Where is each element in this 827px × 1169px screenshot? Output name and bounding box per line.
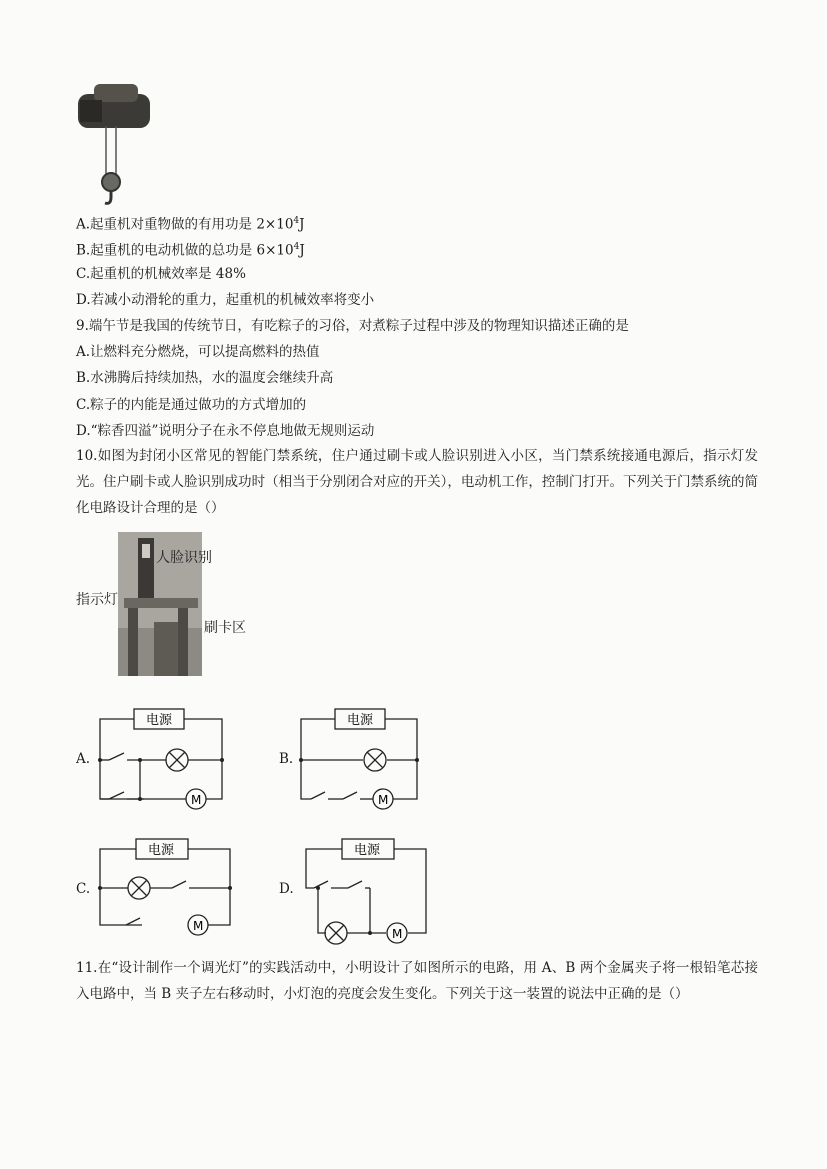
access-control-photo	[74, 532, 246, 676]
q11-stem: 11.在“设计制作一个调光灯”的实践活动中，小明设计了如图所示的电路，用 A、B 两个金属夹子将一根铅笔芯接入电路中，当 B 夹子左右移动时，小灯泡的亮度会发生变化。下列关于这一装置的说法中正确的是（）	[76, 960, 758, 1002]
motor-label: M	[193, 919, 204, 933]
q8-option-d: D.若减小动滑轮的重力，起重机的机械效率将变小	[76, 292, 375, 308]
circuit-b	[297, 703, 423, 813]
circuit-c	[96, 833, 236, 943]
motor-label: M	[191, 793, 202, 807]
q9-option-b: B.水沸腾后持续加热，水的温度会继续升高	[76, 370, 334, 386]
q9-option-d: D.“粽香四溢”说明分子在永不停息地做无规则运动	[76, 423, 375, 439]
q10-stem: 10.如图为封闭小区常见的智能门禁系统，住户通过刷卡或人脸识别进入小区，当门禁系统接通电源后，指示灯发光。住户刷卡或人脸识别成功时（相当于分别闭合对应的开关），电动机工作，控制门打开。下列关于门禁系统的简化电路设计合理的是（）	[76, 448, 758, 516]
motor-label: M	[392, 927, 403, 941]
power-source-label: 电源	[146, 713, 173, 728]
circuit-d	[300, 833, 432, 945]
q9-option-c: C.粽子的内能是通过做功的方式增加的	[76, 397, 307, 413]
circuit-c-label: C.	[76, 881, 91, 897]
power-source-label: 电源	[347, 713, 374, 728]
q8-option-a: A.起重机对重物做的有用功是 $2\times 10^4J$	[76, 216, 305, 233]
motor-label: M	[378, 793, 389, 807]
circuit-a	[96, 703, 228, 813]
indicator-label: 指示灯	[76, 592, 118, 608]
q8-option-b: B.起重机的电动机做的总功是 $6\times 10^4J$	[76, 242, 305, 259]
circuit-a-label: A.	[76, 751, 91, 767]
circuit-b-label: B.	[279, 751, 294, 767]
q9-option-a: A.让燃料充分燃烧，可以提高燃料的热值	[76, 344, 320, 360]
power-source-label: 电源	[148, 843, 175, 858]
q9-stem: 9.端午节是我国的传统节日，有吃粽子的习俗，对煮粽子过程中涉及的物理知识描述正确的是	[76, 318, 629, 334]
q8-option-c: C.起重机的机械效率是 48%	[76, 266, 246, 282]
crane-image	[72, 80, 157, 210]
power-source-label: 电源	[354, 843, 381, 858]
circuit-d-label: D.	[279, 881, 294, 897]
face-recognition-label: 人脸识别	[156, 550, 212, 566]
card-area-label: 刷卡区	[204, 620, 246, 636]
